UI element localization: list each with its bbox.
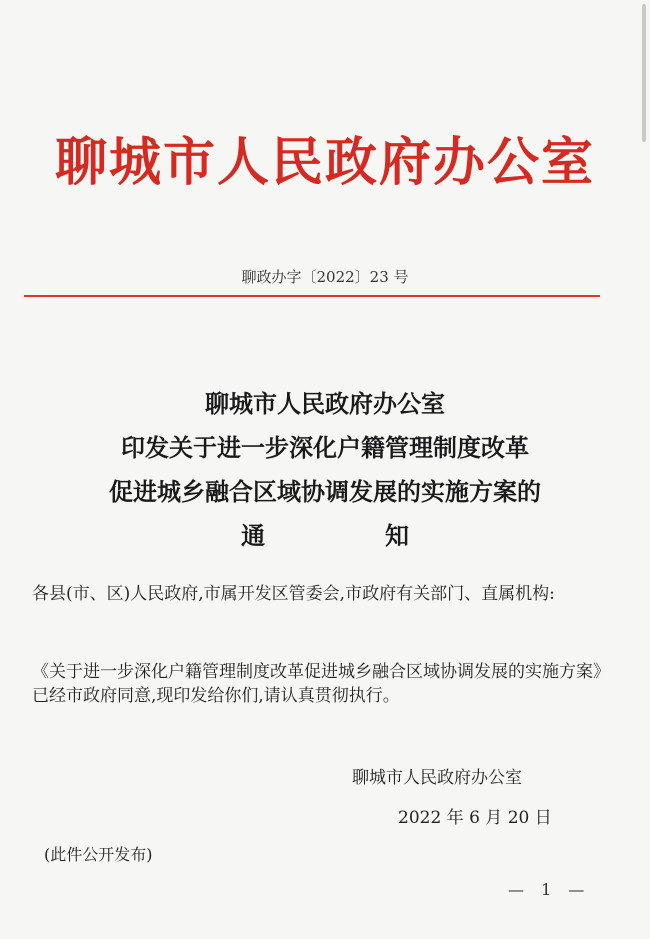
title-line-1: 聊城市人民政府办公室 [205, 390, 445, 418]
title-notice [0, 514, 650, 558]
red-divider-line [24, 295, 600, 297]
title-line-3: 促进城乡融合区域协调发展的实施方案的 [109, 478, 541, 506]
body-paragraph: 《关于进一步深化户籍管理制度改革促进城乡融合区域协调发展的实施方案》已经市政府同意,现印发给你们,请认真贯彻执行。 [32, 662, 610, 706]
issuer-signature: 聊城市人民政府办公室 [352, 768, 522, 788]
red-header-org-name: 聊城市人民政府办公室 [54, 132, 595, 193]
title-line-2: 印发关于进一步深化户籍管理制度改革 [121, 434, 529, 462]
document-number: 聊政办字〔2022〕23 号 [241, 268, 409, 286]
addressee: 各县(市、区)人民政府,市属开发区管委会,市政府有关部门、直属机构: [32, 584, 555, 604]
notice-char-2: 知 [385, 522, 409, 550]
notice-char-1: 通 [241, 522, 265, 550]
issue-date: 2022 年 6 月 20 日 [398, 808, 552, 828]
document-title [0, 382, 650, 558]
disclosure-note: (此件公开发布) [44, 845, 153, 864]
page-number: — 1 — [508, 880, 591, 899]
